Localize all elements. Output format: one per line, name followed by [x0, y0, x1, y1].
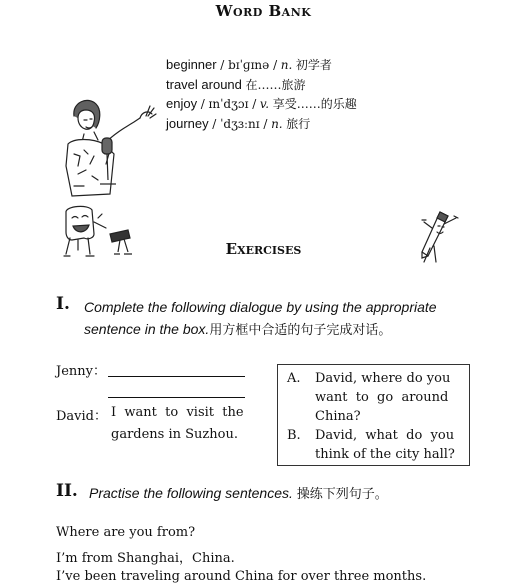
word-text: beginner	[166, 57, 217, 72]
instruction-line-2	[84, 318, 484, 342]
sentence-2: I’m from Shanghai，China.	[56, 551, 235, 566]
word-phonetic: / ˈdʒɜːnɪ /	[212, 117, 268, 131]
word-phonetic: / bɪˈɡɪnə /	[220, 58, 278, 72]
jenny-label: Jenny：	[56, 364, 106, 379]
option-b-line-1: David, what do you	[315, 428, 455, 443]
david-line-2: gardens in Suzhou.	[111, 427, 238, 442]
instruction-en: Practise the following sentences.	[89, 485, 293, 501]
word-entry-journey	[166, 115, 310, 132]
word-text: enjoy	[166, 96, 198, 111]
option-a-line-3: China?	[315, 409, 361, 424]
word-pos: n.	[271, 117, 283, 131]
word-meaning: 初学者	[295, 58, 332, 72]
word-pos: n.	[280, 58, 293, 72]
options-box	[277, 364, 470, 466]
instruction-zh: 用方框中合适的句子完成对话。	[209, 323, 392, 338]
woman-with-microphone-icon	[44, 94, 164, 200]
option-b-label: B.	[287, 428, 301, 443]
word-entry-travel-around	[166, 76, 306, 93]
word-meaning: 享受……的乐趣	[272, 97, 357, 111]
option-a-label: A.	[287, 371, 301, 386]
section-1-number: I.	[56, 294, 70, 314]
word-phonetic: / ɪnˈdʒɔɪ /	[200, 97, 257, 111]
word-meaning: 在……旅游	[245, 78, 306, 92]
option-a-line-1: David, where do you	[315, 371, 451, 386]
instruction-line-1: Complete the following dialogue by using the appropriate	[84, 299, 437, 315]
jenny-answer-blank-2[interactable]	[108, 396, 245, 398]
word-text: journey	[166, 116, 209, 131]
instruction-zh: 操练下列句子。	[296, 487, 388, 502]
instruction-en: sentence in the box.	[84, 321, 210, 337]
sentence-3: I’ve been traveling around China for over three months.	[56, 569, 427, 584]
exercises-title: Exercises	[225, 240, 302, 258]
section-2-number: II.	[56, 481, 78, 501]
section-2-instruction	[89, 482, 388, 506]
option-b-line-2: think of the city hall?	[315, 447, 455, 462]
section-1-instruction	[84, 296, 484, 342]
word-meaning: 旅行	[286, 117, 311, 131]
jenny-answer-blank-1[interactable]	[108, 375, 245, 377]
david-line-1: I want to visit the	[111, 405, 244, 420]
option-a-line-2: want to go around	[315, 390, 449, 405]
word-entry-beginner	[166, 56, 332, 73]
word-pos: v.	[259, 97, 270, 111]
word-bank-title: Word Bank	[215, 2, 312, 20]
word-entry-enjoy	[166, 95, 357, 112]
david-label: David：	[56, 409, 107, 424]
sentence-1: Where are you from?	[56, 525, 196, 540]
word-text: travel around	[166, 77, 242, 92]
